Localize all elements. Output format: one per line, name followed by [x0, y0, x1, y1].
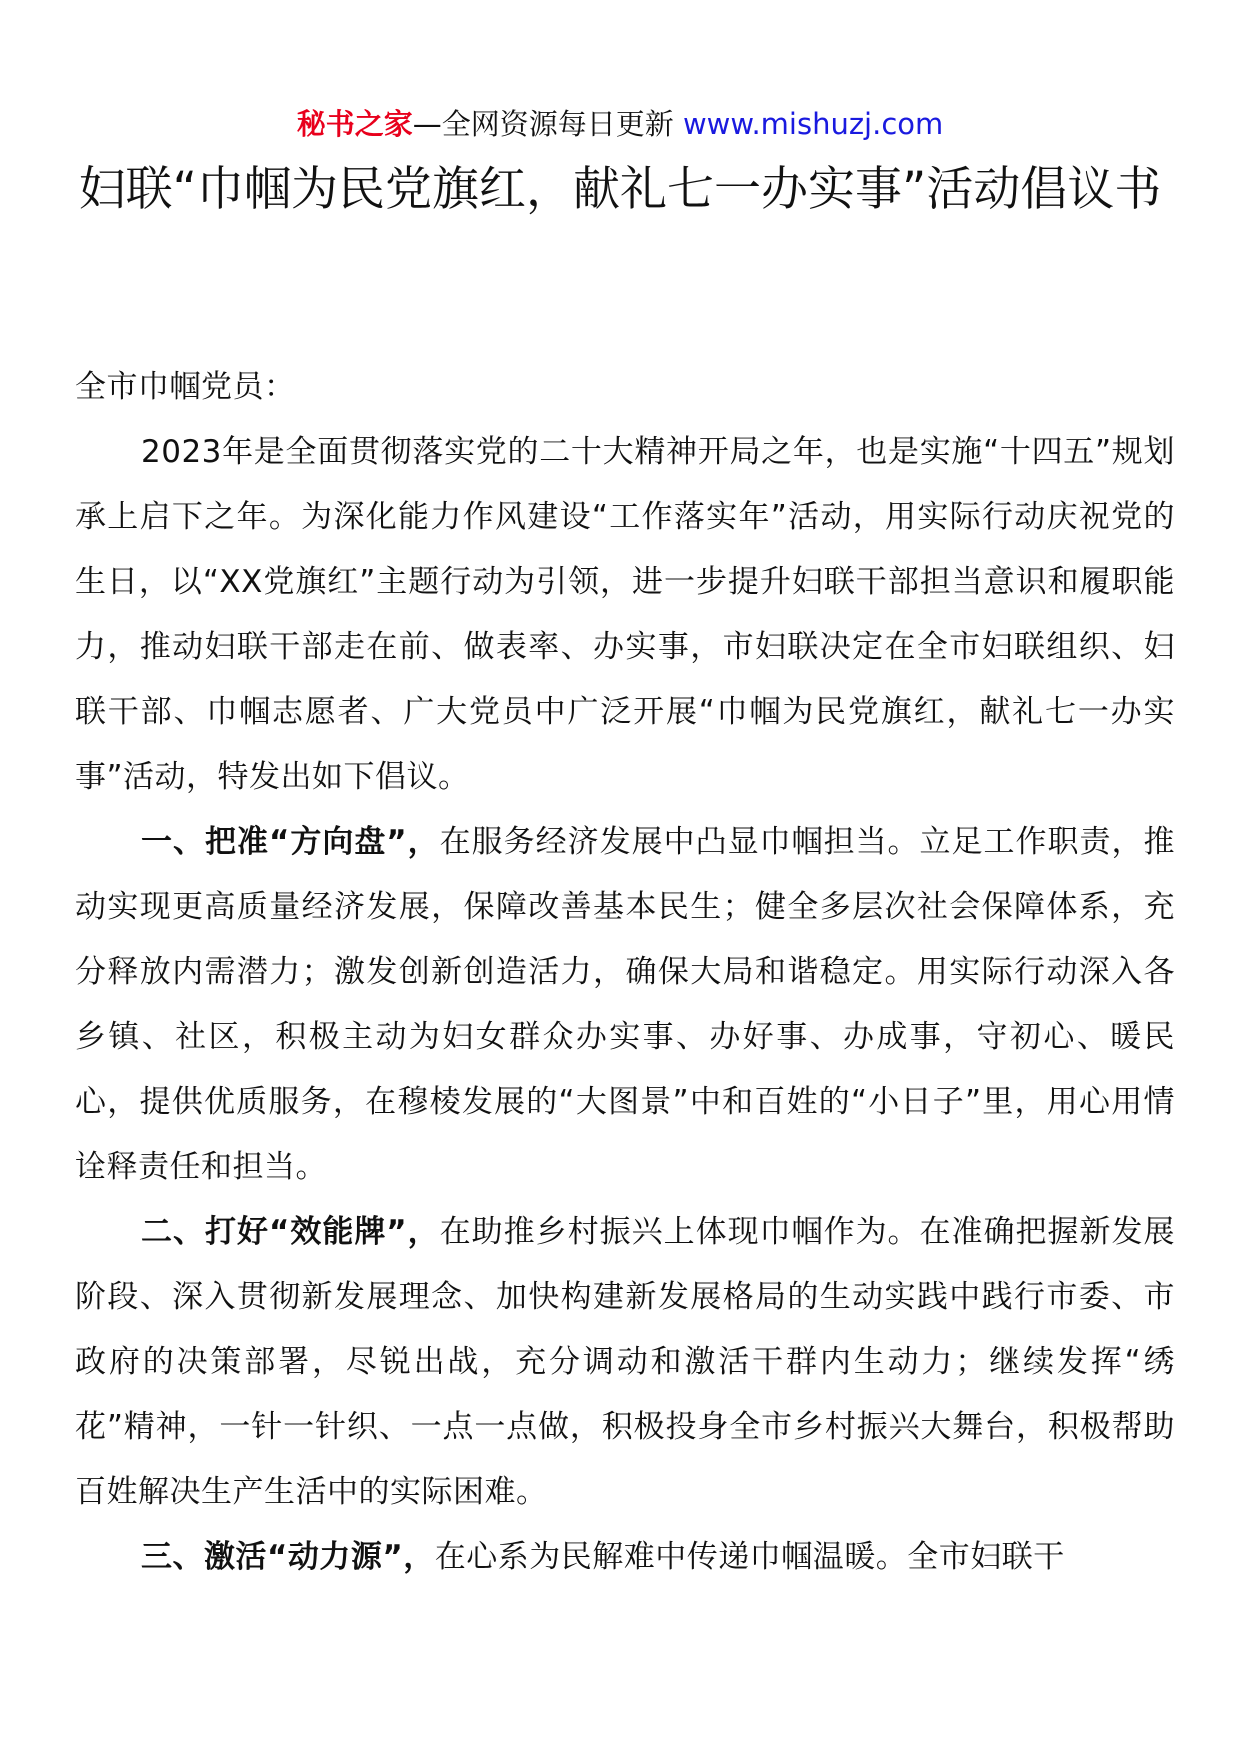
- header-tagline: —全网资源每日更新: [412, 107, 674, 141]
- section-paragraph-1: [75, 810, 1175, 1200]
- salutation: 全市巾帼党员：: [75, 369, 296, 405]
- document-body: [75, 355, 1175, 1590]
- section-text-3: 在心系为民解难中传递巾帼温暖。全市妇联干: [434, 1539, 1065, 1575]
- site-header: [0, 104, 1240, 144]
- site-url-link[interactable]: www.mishuzj.com: [682, 107, 944, 141]
- intro-paragraph: 2023年是全面贯彻落实党的二十大精神开局之年，也是实施“十四五”规划承上启下之年。为深化能力作风建设“工作落实年”活动，用实际行动庆祝党的生日，以“XX党旗红”主题行动为引领，进一步提升妇联干部担当意识和履职能力，推动妇联干部走在前、做表率、办实事，市妇联决定在全市妇联组织、妇联干部、巾帼志愿者、广大党员中广泛开展“巾帼为民党旗红，献礼七一办实事”活动，特发出如下倡议。: [75, 434, 1175, 795]
- brand-name: 秘书之家: [296, 107, 413, 141]
- section-heading-1: 一、把准“方向盘”，: [141, 824, 440, 860]
- section-paragraph-3: [75, 1525, 1175, 1590]
- section-heading-2: 二、打好“效能牌”，: [141, 1214, 440, 1250]
- section-text-1: 在服务经济发展中凸显巾帼担当。立足工作职责，推动实现更高质量经济发展，保障改善基本民生；健全多层次社会保障体系，充分释放内需潜力；激发创新创造活力，确保大局和谐稳定。用实际行动深入各乡镇、社区，积极主动为妇女群众办实事、办好事、办成事，守初心、暖民心，提供优质服务，在穆棱发展的“大图景”中和百姓的“小日子”里，用心用情诠释责任和担当。: [75, 824, 1175, 1185]
- section-heading-3: 三、激活“动力源”，: [141, 1539, 435, 1575]
- document-title: 妇联“巾帼为民党旗红，献礼七一办实事”活动倡议书: [78, 162, 1162, 217]
- section-paragraph-2: [75, 1200, 1175, 1525]
- section-text-2: 在助推乡村振兴上体现巾帼作为。在准确把握新发展阶段、深入贯彻新发展理念、加快构建新发展格局的生动实践中践行市委、市政府的决策部署，尽锐出战，充分调动和激活干群内生动力；继续发挥“绣花”精神，一针一针织、一点一点做，积极投身全市乡村振兴大舞台，积极帮助百姓解决生产生活中的实际困难。: [75, 1214, 1175, 1510]
